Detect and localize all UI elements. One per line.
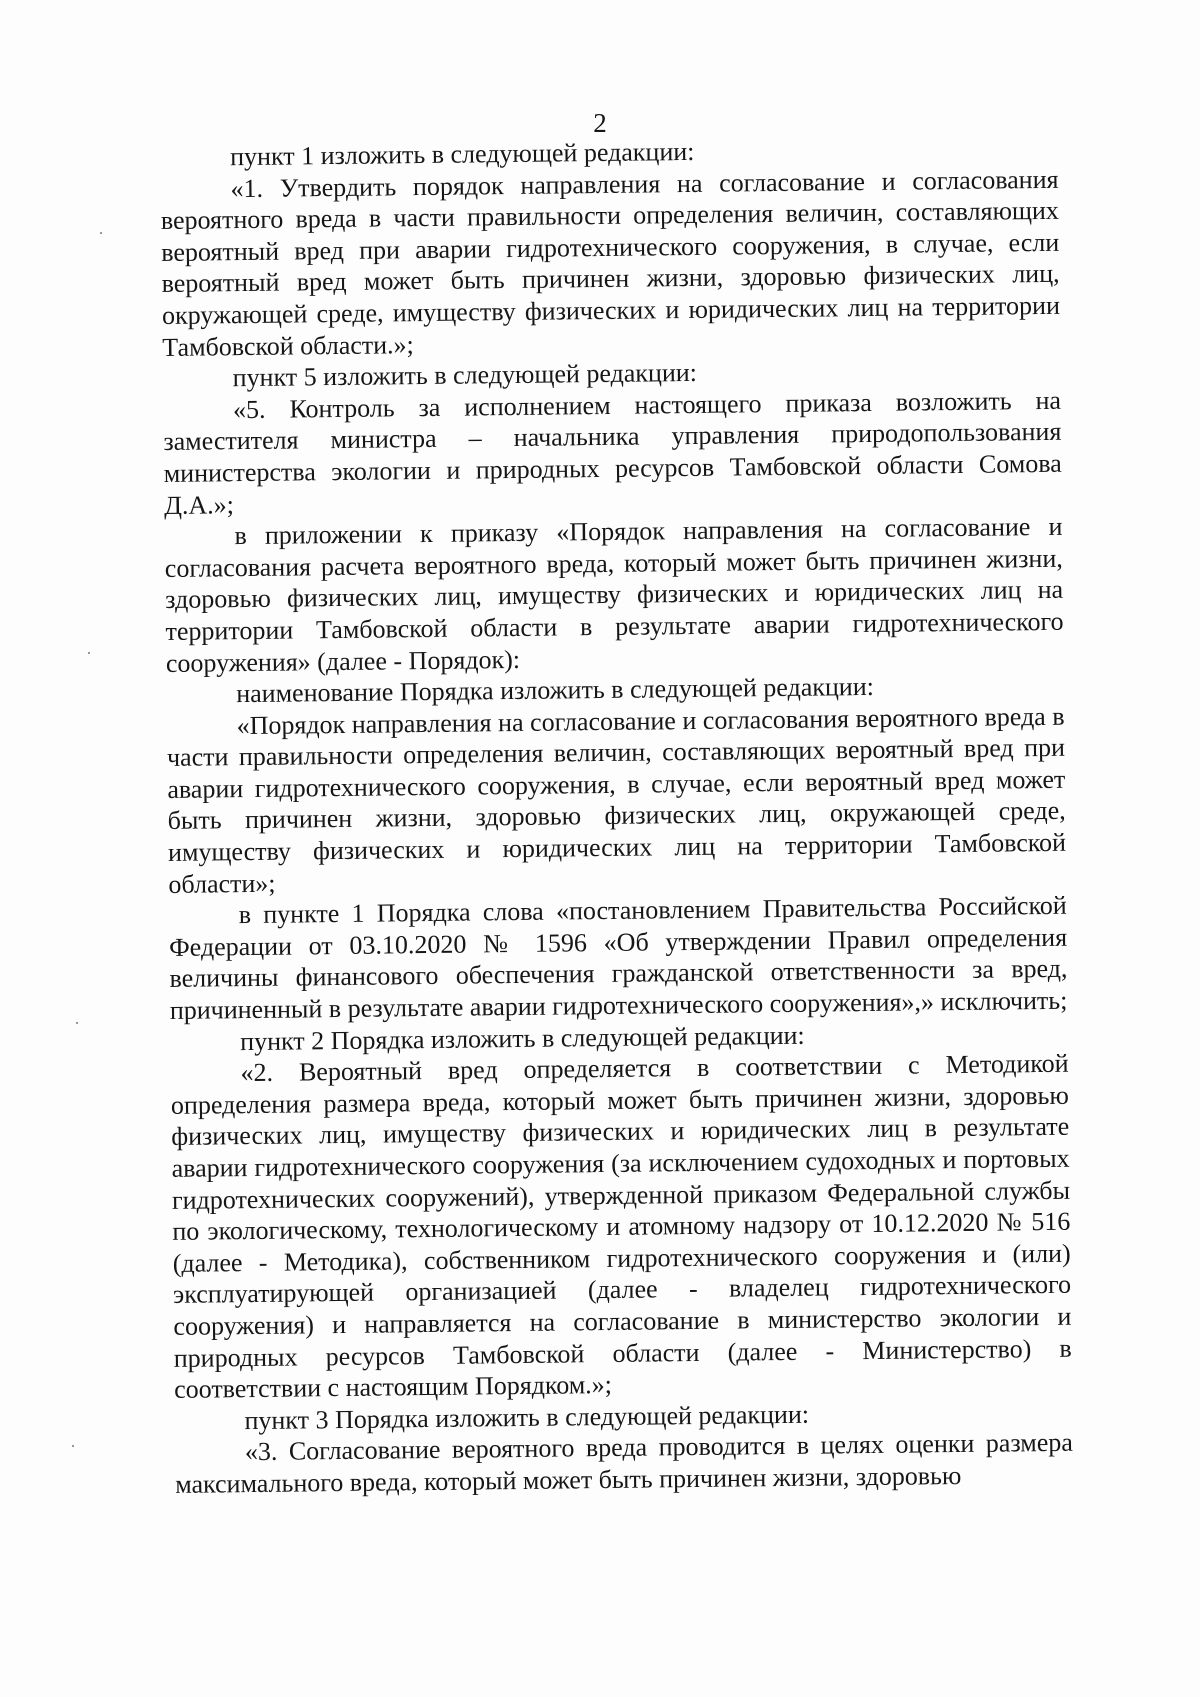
paragraph-item-5-intro: пункт 5 изложить в следующей редакции: [232, 358, 698, 393]
paragraph-title-text: «Порядок направления на согласование и согласования вероятного вреда в части правильности определения величин, составляющих вероятный вред при аварии гидротехнического сооружения, в случае, если вероятный вред может быть причинен жизни, здоровью физических лиц, окружающей среде, имуществу физических и юридических лиц на территории Тамбовской области»; [166, 701, 1067, 899]
scan-speck [72, 1445, 74, 1447]
paragraph-point-3-text: «3. Согласование вероятного вреда проводится в целях оценки размера максимального вреда, который может быть причинен жизни, здоровью [175, 1428, 1073, 1499]
page-number: 2 [593, 108, 607, 138]
paragraph-point-2-text: «2. Вероятный вред определяется в соответствии с Методикой определения размера вреда, который может быть причинен жизни, здоровью физических лиц, имуществу физических и юридических лиц в результате аварии гидротехнического сооружения (за исключением судоходных и портовых гидротехнических сооружений), утвержденной приказом Федеральной службы по экологическому, технологическому и атомному надзору от 10.12.2020 № 516 (далее - Методика), собственником гидротехнического сооружения и (или) эксплуатирующей организацией (далее - владелец гидротехнического сооружения) и направляется на согласование в министерство экологии и природных ресурсов Тамбовской области (далее - Министерство) в соответствии с настоящим Порядком.»; [170, 1048, 1072, 1405]
paragraph-title-intro: наименование Порядка изложить в следующей редакции: [236, 672, 875, 709]
scan-speck [76, 1022, 78, 1024]
paragraph-item-1-text: «1. Утвердить порядок направления на согласование и согласования вероятного вреда в части правильности определения величин, составляющих вероятный вред при аварии гидротехнического сооружения, в случае, если вероятный вред может быть причинен жизни, здоровью физических лиц, окружающей среде, имуществу физических и юридических лиц на территории Тамбовской области.»; [160, 164, 1061, 362]
scan-speck [88, 652, 90, 654]
paragraph-point-1-change: в пункте 1 Порядка слова «постановлением Правительства Российской Федерации от 03.10.2020 № 1596 «Об утверждении Правил определения величины финансового обеспечения гражданской ответственности за вред, причиненный в результате аварии гидротехнического сооружения»,» исключить; [168, 891, 1068, 1025]
paragraph-point-3-intro: пункт 3 Порядка изложить в следующей редакции: [244, 1399, 810, 1435]
paragraph-point-2-intro: пункт 2 Порядка изложить в следующей редакции: [240, 1020, 805, 1056]
scan-speck [100, 232, 102, 234]
document-body [160, 132, 1073, 1501]
paragraph-appendix-intro: в приложении к приказу «Порядок направления на согласование и согласования расчета вероятного вреда, который может быть причинен жизни, здоровью физических лиц, имуществу физических и юридических лиц на территории Тамбовской области в результате аварии гидротехнического сооружения» (далее - Порядок): [164, 511, 1064, 678]
paragraph-item-5-text: «5. Контроль за исполнением настоящего приказа возложить на заместителя министра – начальника управления природопользования министерства экологии и природных ресурсов Тамбовской области Сомова Д.А.»; [163, 385, 1062, 520]
paragraph-item-1-intro: пункт 1 изложить в следующей редакции: [230, 136, 695, 172]
